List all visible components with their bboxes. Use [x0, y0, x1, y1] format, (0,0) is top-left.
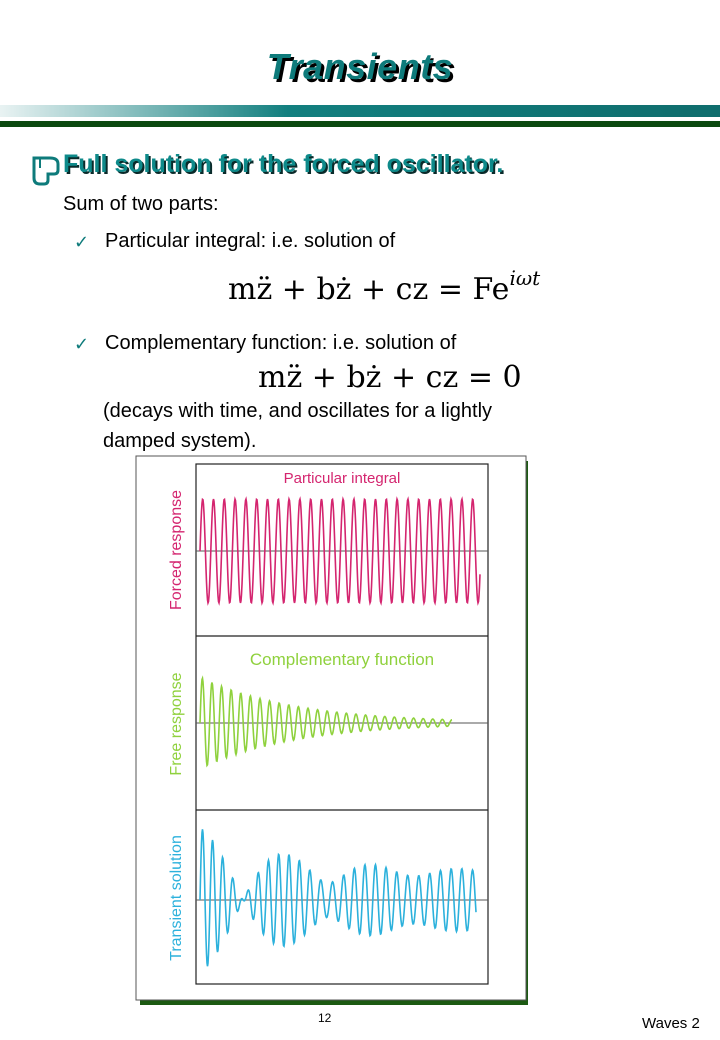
panel-title-complementary: Complementary function — [249, 650, 435, 669]
equation-forced-exponent: iωt — [509, 266, 541, 290]
list-item-particular: Particular integral: i.e. solution of — [105, 230, 396, 252]
side-label-transient: Transient solution — [168, 835, 185, 961]
check-arrow-icon: ✓ — [74, 232, 90, 252]
header-rule-teal — [0, 105, 720, 117]
section-heading: Full solution for the forced oscillator. — [63, 150, 504, 178]
course-label: Waves 2 — [642, 1015, 700, 1032]
note-line-2: damped system). — [103, 430, 257, 452]
equation-free: mz̈ + bż + cz = 0 — [258, 360, 522, 395]
side-label-free: Free response — [168, 672, 185, 776]
header-rule-dark — [0, 121, 720, 127]
side-label-forced: Forced response — [168, 489, 185, 611]
equation-forced — [228, 266, 541, 307]
slide-title: Transients — [266, 46, 454, 87]
list-item-complementary: Complementary function: i.e. solution of — [105, 332, 457, 354]
pointing-hand-icon — [28, 150, 68, 190]
note-line-1: (decays with time, and oscillates for a lightly — [103, 400, 493, 422]
oscillation-figure — [130, 452, 540, 1008]
intro-text: Sum of two parts: — [63, 193, 219, 215]
panel-title-particular: Particular integral — [283, 470, 401, 487]
page-number: 12 — [318, 1011, 332, 1025]
check-arrow-icon: ✓ — [74, 334, 90, 354]
equation-forced-lhs: mz̈ + bż + cz = Fe — [228, 272, 510, 307]
